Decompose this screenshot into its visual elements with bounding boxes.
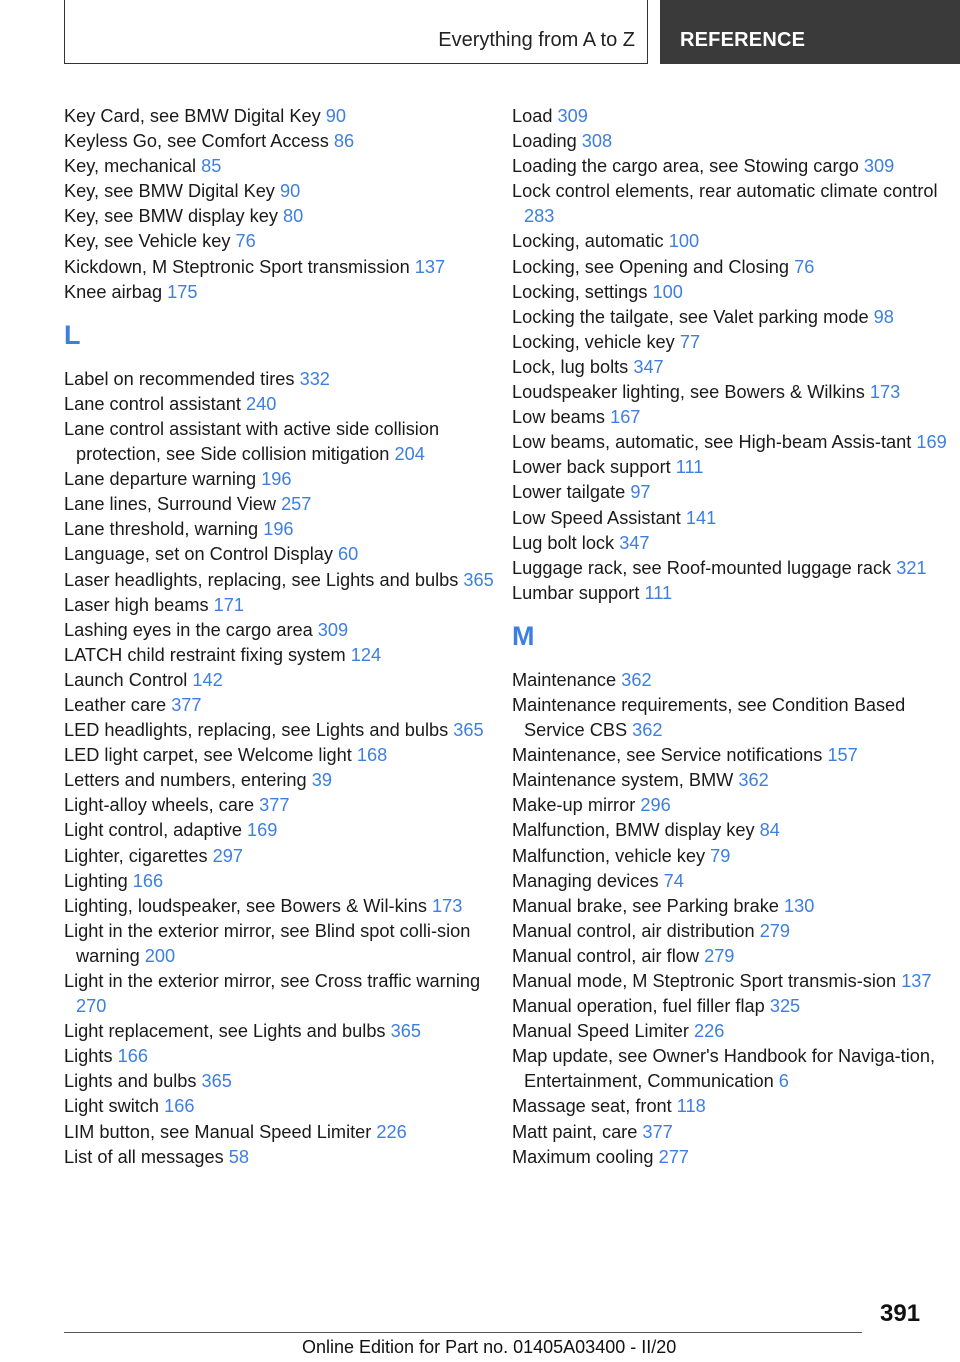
index-entry <box>64 1145 504 1170</box>
index-entry <box>512 129 952 154</box>
index-entry <box>64 969 504 1019</box>
index-entry-text: Low Speed Assistant <box>512 507 681 528</box>
index-entry-text: Manual Speed Limiter <box>512 1021 689 1042</box>
index-page-link[interactable]: 74 <box>663 870 684 891</box>
index-entry-text: Lock, lug bolts <box>512 356 629 377</box>
index-page-link[interactable]: 169 <box>247 820 278 841</box>
index-entry-text: Lighter, cigarettes <box>64 845 208 866</box>
index-entry-text: LED light carpet, see Welcome light <box>64 745 352 766</box>
index-page-link[interactable]: 60 <box>338 544 359 565</box>
index-entry <box>64 869 504 894</box>
index-entry-text: Light-alloy wheels, care <box>64 795 255 816</box>
index-page-link[interactable]: 141 <box>685 507 717 528</box>
index-column-left <box>64 104 504 1170</box>
index-entry-text: Laser high beams <box>64 594 209 615</box>
index-entry-text: Key, see BMW display key <box>64 206 278 227</box>
index-entry-text: Light control, adaptive <box>64 820 242 841</box>
index-entry <box>64 179 504 204</box>
index-entry <box>512 1019 952 1044</box>
index-page-link[interactable]: 130 <box>783 895 815 916</box>
index-entry-text: Maintenance system, BMW <box>512 770 734 791</box>
index-entry <box>64 844 504 869</box>
index-column-right <box>512 104 952 1170</box>
index-page-link[interactable]: 85 <box>201 156 222 177</box>
index-page-link[interactable]: 279 <box>704 945 735 966</box>
index-page-link[interactable]: 257 <box>281 494 312 515</box>
index-page-link[interactable]: 76 <box>235 231 256 252</box>
index-entry <box>512 894 952 919</box>
index-entry <box>512 179 952 229</box>
index-page-link[interactable]: 137 <box>414 256 446 277</box>
index-page-link[interactable]: 80 <box>283 206 304 227</box>
index-entry <box>64 255 504 280</box>
index-entry <box>64 793 504 818</box>
index-entry-text: Low beams <box>512 407 606 428</box>
index-entry-text: Low beams, automatic, see High-beam Assis-tant <box>512 432 912 453</box>
index-page-link[interactable]: 166 <box>164 1096 195 1117</box>
index-page-link[interactable]: 6 <box>778 1071 789 1092</box>
index-page-link[interactable]: 279 <box>759 920 791 941</box>
index-entry-text: Key, see BMW Digital Key <box>64 181 275 202</box>
index-entry <box>64 668 504 693</box>
index-entry-text: Lighting <box>64 870 128 891</box>
index-entry <box>512 229 952 254</box>
index-page-link[interactable]: 76 <box>794 256 815 277</box>
index-page-link[interactable]: 98 <box>873 306 894 327</box>
index-entry <box>512 480 952 505</box>
index-entry-text: Make-up mirror <box>512 795 636 816</box>
index-entry <box>64 1069 504 1094</box>
index-page-link[interactable]: 309 <box>557 106 588 126</box>
index-page-link[interactable]: 196 <box>261 469 292 490</box>
index-entry <box>512 556 952 581</box>
index-entry <box>512 330 952 355</box>
index-entry-text: Key, mechanical <box>64 156 197 177</box>
index-page-link[interactable]: 296 <box>640 795 671 816</box>
index-page-link[interactable]: 365 <box>390 1021 421 1042</box>
index-entry <box>512 154 952 179</box>
index-entry <box>512 104 952 129</box>
index-entry <box>64 417 504 467</box>
index-entry-text: Lock control elements, rear automatic climate control <box>512 181 938 202</box>
index-page-link[interactable]: 166 <box>132 870 164 891</box>
index-entry <box>64 1094 504 1119</box>
index-entry <box>64 517 504 542</box>
index-page-link[interactable]: 90 <box>325 106 347 126</box>
index-page-link[interactable]: 58 <box>228 1146 250 1167</box>
index-entry <box>512 693 952 743</box>
index-entry <box>512 455 952 480</box>
index-entry-text: Lights <box>64 1046 113 1067</box>
index-page-link[interactable]: 173 <box>431 895 463 916</box>
index-entry-text: Light in the exterior mirror, see Blind spot colli-sion warning <box>64 920 471 966</box>
index-entry <box>64 818 504 843</box>
index-entry <box>512 668 952 693</box>
index-page-link[interactable]: 167 <box>610 407 641 428</box>
index-page-link[interactable]: 277 <box>658 1146 689 1167</box>
index-entry-text: Lane control assistant <box>64 393 241 414</box>
index-entry <box>512 743 952 768</box>
index-page-link[interactable]: 283 <box>524 206 555 227</box>
index-page-link[interactable]: 325 <box>769 996 801 1017</box>
index-entry-text: LATCH child restraint fixing system <box>64 644 346 665</box>
index-entry-text: Locking, vehicle key <box>512 331 675 352</box>
index-page-link[interactable]: 97 <box>630 482 651 503</box>
index-entry <box>64 229 504 254</box>
index-entry-text: Lashing eyes in the cargo area <box>64 619 313 640</box>
index-entry-text: Matt paint, care <box>512 1121 638 1142</box>
index-entry <box>512 944 952 969</box>
index-page-link[interactable]: 111 <box>644 582 673 603</box>
index-entry <box>64 104 504 129</box>
index-entry <box>64 129 504 154</box>
index-entry-text: Manual brake, see Parking brake <box>512 895 779 916</box>
index-page-link[interactable]: 365 <box>201 1071 232 1092</box>
index-entry-text: Light switch <box>64 1096 160 1117</box>
index-page-link[interactable]: 309 <box>863 156 895 177</box>
index-letter-heading: L <box>64 319 81 350</box>
index-entry-text: Key Card, see BMW Digital Key <box>64 106 321 126</box>
index-entry-text: Massage seat, front <box>512 1096 672 1117</box>
index-entry-text: Lumbar support <box>512 582 640 603</box>
index-entry <box>64 467 504 492</box>
index-entry <box>512 844 952 869</box>
index-entry-text: Malfunction, vehicle key <box>512 845 706 866</box>
page-number: 391 <box>880 1300 921 1327</box>
index-entry-text: Maximum cooling <box>512 1146 654 1167</box>
index-entry <box>512 818 952 843</box>
index-page-link[interactable]: 270 <box>76 996 107 1017</box>
index-entry <box>64 718 504 743</box>
index-entry <box>64 367 504 392</box>
index-entry-text: Lighting, loudspeaker, see Bowers & Wil-kins <box>64 895 427 916</box>
index-page-link[interactable]: 377 <box>171 694 202 715</box>
index-entry-text: Lug bolt lock <box>512 532 615 553</box>
index-entry <box>64 492 504 517</box>
index-page-link[interactable]: 377 <box>642 1121 673 1142</box>
index-entry <box>512 1044 952 1094</box>
index-page-link[interactable]: 196 <box>263 519 294 540</box>
index-entry-text: List of all messages <box>64 1146 224 1167</box>
index-entry-text: Lane lines, Surround View <box>64 494 276 515</box>
index-page-link[interactable]: 39 <box>311 770 332 791</box>
index-page-link[interactable]: 137 <box>901 971 932 991</box>
index-page-link[interactable]: 169 <box>916 432 947 453</box>
index-entry <box>512 581 952 606</box>
index-entry-text: Locking, see Opening and Closing <box>512 256 790 277</box>
index-entry-text: LED headlights, replacing, see Lights and bulbs <box>64 720 449 741</box>
index-entry-text: Lights and bulbs <box>64 1071 197 1092</box>
index-entry <box>512 1145 952 1170</box>
index-entry <box>64 593 504 618</box>
index-entry-text: Label on recommended tires <box>64 368 295 389</box>
index-page-link[interactable]: 204 <box>394 444 425 465</box>
footer-edition-text: Online Edition for Part no. 01405A03400 - II/20 <box>302 1337 677 1357</box>
index-entry <box>64 568 504 593</box>
index-entry-text: Malfunction, BMW display key <box>512 820 755 841</box>
index-page-link[interactable]: 226 <box>693 1021 725 1042</box>
index-entry-text: Lane control assistant with active side collision protection, see Side collision mitigation <box>64 418 440 465</box>
index-entry <box>512 280 952 305</box>
index-page-link[interactable]: 168 <box>356 745 388 766</box>
index-page-link[interactable]: 365 <box>453 720 484 741</box>
index-entry-text: Locking the tailgate, see Valet parking mode <box>512 306 869 327</box>
index-entry-text: Load <box>512 106 553 126</box>
index-entry <box>512 531 952 556</box>
index-entry <box>512 430 952 455</box>
index-entry-text: Manual control, air distribution <box>512 920 755 941</box>
index-letter-heading: M <box>512 620 535 651</box>
index-entry <box>512 869 952 894</box>
index-entry <box>64 643 504 668</box>
index-page-link[interactable]: 200 <box>144 945 176 966</box>
index-entry <box>512 255 952 280</box>
index-entry-text: Loading the cargo area, see Stowing cargo <box>512 156 859 177</box>
index-page-link[interactable]: 90 <box>279 181 301 202</box>
index-entry <box>512 1120 952 1145</box>
index-page-link[interactable]: 86 <box>333 131 355 152</box>
index-page-link[interactable]: 332 <box>299 368 330 389</box>
index-entry <box>64 1120 504 1145</box>
index-entry <box>64 1044 504 1069</box>
index-entry-text: Locking, automatic <box>512 231 664 252</box>
footer-divider <box>64 1332 862 1333</box>
index-entry <box>512 919 952 944</box>
index-entry <box>64 392 504 417</box>
index-entry-text: LIM button, see Manual Speed Limiter <box>64 1121 372 1142</box>
index-entry-text: Locking, settings <box>512 281 648 302</box>
index-page-link[interactable]: 347 <box>619 532 650 553</box>
index-entry-text: Lower tailgate <box>512 482 626 503</box>
index-page-link[interactable]: 111 <box>675 457 704 478</box>
index-entry-text: Map update, see Owner's Handbook for Naviga-tion, Entertainment, Communication <box>512 1046 936 1092</box>
index-page-link[interactable]: 308 <box>581 131 613 152</box>
index-entry-text: Lower back support <box>512 457 671 478</box>
index-page-link[interactable]: 173 <box>869 382 901 403</box>
index-page-link[interactable]: 171 <box>213 594 244 615</box>
index-page-link[interactable]: 100 <box>668 231 700 252</box>
header-section-box <box>64 0 648 64</box>
index-entry-text: Light in the exterior mirror, see Cross traffic warning <box>64 971 481 991</box>
index-entry <box>512 969 952 994</box>
index-page-link[interactable]: 309 <box>317 619 349 640</box>
index-entry-text: Knee airbag <box>64 281 163 302</box>
index-page-link[interactable]: 118 <box>676 1096 706 1117</box>
index-entry <box>64 768 504 793</box>
index-entry-text: Maintenance requirements, see Condition Based Service CBS <box>512 694 906 741</box>
page-header <box>0 0 960 66</box>
index-page-link[interactable]: 226 <box>376 1121 407 1142</box>
index-entry-text: Luggage rack, see Roof-mounted luggage rack <box>512 557 892 578</box>
index-entry-text: Lane threshold, warning <box>64 519 259 540</box>
index-entry-text: Manual mode, M Steptronic Sport transmis-sion <box>512 971 897 991</box>
index-page-link[interactable]: 365 <box>463 569 494 590</box>
index-page-link[interactable]: 297 <box>212 845 243 866</box>
index-entry <box>512 768 952 793</box>
index-entry-text: Launch Control <box>64 669 188 690</box>
index-page-link[interactable]: 77 <box>679 331 701 352</box>
index-page-link[interactable]: 240 <box>246 393 277 414</box>
index-entry <box>64 1019 504 1044</box>
index-page-link[interactable]: 124 <box>350 644 382 665</box>
index-page-link[interactable]: 377 <box>259 795 290 816</box>
index-entry <box>64 618 504 643</box>
reference-tab-label: REFERENCE <box>680 29 806 51</box>
index-page-link[interactable]: 175 <box>167 281 198 302</box>
index-page-link[interactable]: 347 <box>633 356 664 377</box>
index-entry <box>64 542 504 567</box>
index-entry <box>64 154 504 179</box>
index-entry-text: Maintenance, see Service notifications <box>512 745 823 766</box>
index-entry-text: Manual control, air flow <box>512 945 700 966</box>
index-entry <box>64 280 504 305</box>
index-entry <box>512 994 952 1019</box>
index-entry <box>64 894 504 919</box>
index-page-link[interactable]: 362 <box>621 669 652 690</box>
index-entry-text: Letters and numbers, entering <box>64 770 307 791</box>
section-title: Everything from A to Z <box>438 29 635 51</box>
index-entry <box>64 919 504 969</box>
index-entry-text: Managing devices <box>512 870 659 891</box>
index-page-link[interactable]: 166 <box>117 1046 148 1067</box>
index-entry <box>512 1094 952 1119</box>
index-page-link[interactable]: 84 <box>759 820 780 841</box>
index-page-link[interactable]: 321 <box>896 557 927 578</box>
index-page-link[interactable]: 142 <box>192 669 223 690</box>
index-entry-text: Manual operation, fuel filler flap <box>512 996 765 1017</box>
index-entry <box>512 506 952 531</box>
index-entry-text: Light replacement, see Lights and bulbs <box>64 1021 386 1042</box>
index-entry-text: Leather care <box>64 694 167 715</box>
index-entry-text: Key, see Vehicle key <box>64 231 231 252</box>
index-entry-text: Kickdown, M Steptronic Sport transmission <box>64 256 410 277</box>
index-entry <box>64 204 504 229</box>
index-entry-text: Keyless Go, see Comfort Access <box>64 131 329 152</box>
index-entry <box>512 380 952 405</box>
index-entry-text: Loading <box>512 131 577 152</box>
index-page-link[interactable]: 157 <box>827 745 858 766</box>
reference-tab <box>660 0 960 64</box>
index-page-link[interactable]: 79 <box>710 845 731 866</box>
index-entry-text: Laser headlights, replacing, see Lights and bulbs <box>64 569 459 590</box>
index-page-link[interactable]: 362 <box>632 720 663 741</box>
index-entry <box>512 793 952 818</box>
index-entry <box>64 743 504 768</box>
index-entry <box>512 405 952 430</box>
index-entry-text: Maintenance <box>512 669 617 690</box>
index-entry-text: Language, set on Control Display <box>64 544 333 565</box>
index-entry <box>512 305 952 330</box>
index-entry <box>512 355 952 380</box>
index-page-link[interactable]: 362 <box>738 770 769 791</box>
index-entry-text: Lane departure warning <box>64 469 257 490</box>
index-entry-text: Loudspeaker lighting, see Bowers & Wilkins <box>512 382 865 403</box>
index-page-link[interactable]: 100 <box>652 281 683 302</box>
index-entry <box>64 693 504 718</box>
